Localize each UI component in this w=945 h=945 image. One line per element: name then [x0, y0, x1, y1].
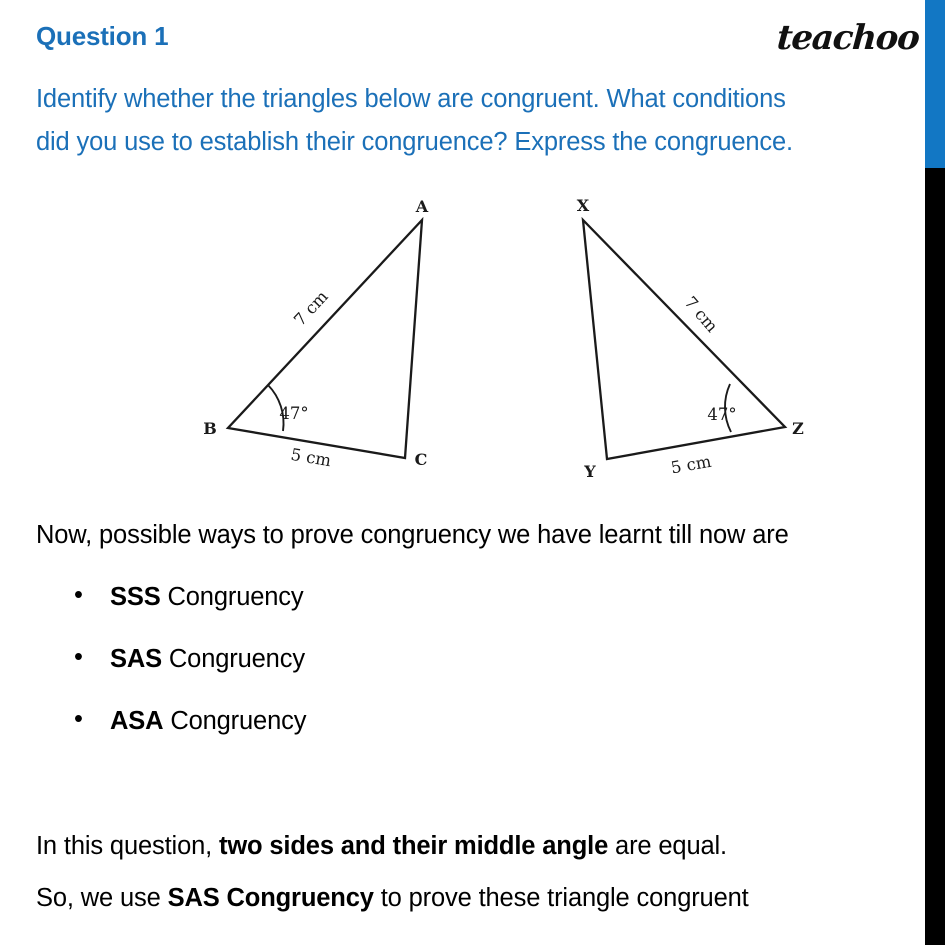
- conclusion-2-pre: So, we use: [36, 884, 168, 912]
- triangle-xyz: [577, 196, 804, 481]
- conclusion-2-post: to prove these triangle congruent: [373, 884, 749, 912]
- scrollbar-thumb[interactable]: [925, 0, 945, 168]
- conclusion-line-1: [36, 832, 727, 861]
- list-item-rest: Congruency: [160, 583, 304, 611]
- conclusion-1-pre: In this question,: [36, 832, 219, 860]
- conclusion-1-strong: two sides and their middle angle: [219, 832, 609, 860]
- bullet-icon: •: [74, 643, 83, 671]
- side-length-yz: 5 cm: [669, 451, 713, 478]
- bullet-icon: •: [74, 581, 83, 609]
- list-item: [36, 645, 896, 707]
- list-item: [36, 707, 896, 769]
- congruency-intro-text: Now, possible ways to prove congruency we have learnt till now are: [36, 521, 789, 549]
- list-item-text: [110, 583, 304, 612]
- vertex-label-z: Z: [792, 419, 804, 438]
- teachoo-logo: teachoo: [775, 18, 921, 58]
- list-item: [36, 583, 896, 645]
- congruency-rules-list: [36, 583, 896, 769]
- question-line-1: Identify whether the triangles below are congruent. What conditions: [36, 85, 786, 113]
- conclusion-2-strong: SAS Congruency: [167, 884, 374, 912]
- list-item-rest: Congruency: [161, 645, 305, 673]
- triangle-xyz-outline: [583, 220, 785, 459]
- bullet-icon: •: [74, 705, 83, 733]
- list-item-strong: ASA: [110, 707, 164, 735]
- vertex-label-a: A: [415, 197, 429, 216]
- angle-value-z: 47°: [707, 405, 737, 424]
- list-item-text: [110, 645, 305, 674]
- vertical-scrollbar[interactable]: [925, 0, 945, 945]
- conclusion-1-post: are equal.: [608, 832, 727, 860]
- angle-value-b: 47°: [279, 404, 309, 423]
- triangle-abc: [203, 197, 429, 470]
- conclusion-line-2: [36, 884, 749, 913]
- vertex-label-y: Y: [584, 462, 596, 481]
- page-title: Question 1: [36, 21, 169, 51]
- vertex-label-b: B: [203, 419, 217, 438]
- side-length-ba: 7 cm: [290, 286, 332, 330]
- page-header: [36, 18, 921, 64]
- list-item-text: [110, 707, 306, 736]
- list-item-rest: Congruency: [163, 707, 307, 735]
- list-item-strong: SAS: [110, 645, 162, 673]
- triangles-figure: [0, 185, 925, 490]
- triangle-abc-outline: [228, 220, 422, 458]
- list-item-strong: SSS: [110, 583, 161, 611]
- vertex-label-c: C: [414, 450, 428, 469]
- vertex-label-x: X: [576, 196, 590, 215]
- side-length-bc: 5 cm: [289, 444, 333, 471]
- question-statement: [36, 78, 925, 164]
- side-length-xz: 7 cm: [680, 292, 722, 336]
- question-line-2: did you use to establish their congruence? Express the congruence.: [36, 128, 793, 156]
